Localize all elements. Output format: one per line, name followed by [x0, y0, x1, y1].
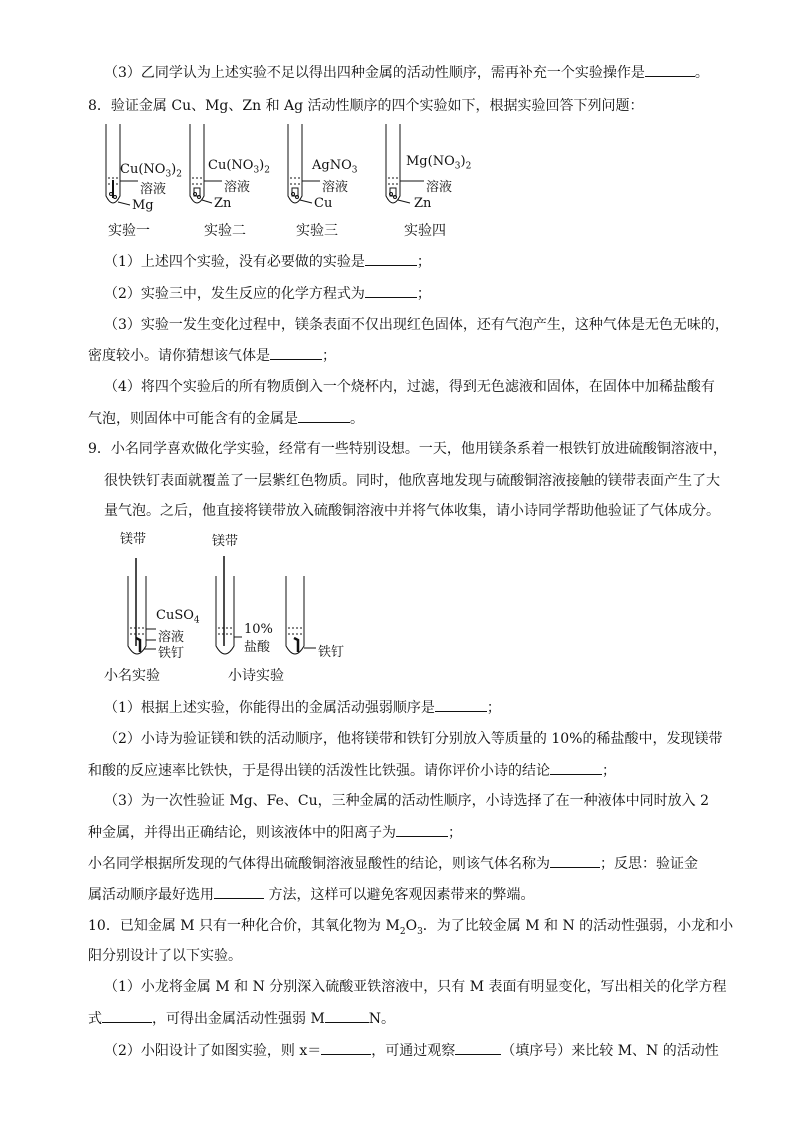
answer-blank[interactable]: [270, 345, 322, 360]
q8-4b: 气泡，则固体中可能含有的金属是 。: [88, 408, 364, 429]
answer-blank[interactable]: [396, 822, 448, 837]
hcl-label: 盐酸: [244, 640, 271, 655]
q9-reflect-2: 属活动顺序最好选用 方法，这样可以避免客观因素带来的弊端。: [88, 884, 534, 905]
answer-blank[interactable]: [455, 1040, 501, 1055]
tube-1-solution-word: 溶液: [140, 182, 167, 197]
q10-stem-2: 阳分别设计了以下实验。: [88, 948, 242, 964]
tube-4-caption: 实验四: [404, 223, 446, 239]
q9-stem-2: 很快铁钉表面就覆盖了一层紫红色物质。同时，他欣喜地发现与硫酸铜溶液接触的镁带表面产生了大: [104, 473, 720, 489]
tube-1-caption: 实验一: [108, 223, 150, 239]
tube-3-solution-word: 溶液: [322, 180, 349, 195]
cuso4-label: CuSO$_4$: [156, 608, 200, 626]
iron-nail-label-1: 铁钉: [158, 646, 185, 661]
q8-figure: [100, 120, 500, 245]
answer-blank[interactable]: [214, 884, 264, 899]
tube-4-solution-word: 溶液: [426, 180, 453, 195]
tube-2-solution-word: 溶液: [224, 180, 251, 195]
answer-blank[interactable]: [321, 1040, 371, 1055]
tube-2-solution-label: $Cu(NO_3)_2$: [208, 158, 270, 176]
xiaoshi-caption: 小诗实验: [228, 668, 284, 684]
tube-3-metal-label: Cu: [314, 196, 333, 211]
q10-stem-1: 10．已知金属 M 只有一种化合价，其氧化物为 $M_2O_3$．为了比较金属 M 和 N 的活动性强弱，小龙和小: [88, 918, 734, 937]
rongye-label: 溶液: [158, 630, 185, 645]
q10-2: （2）小阳设计了如图实验，则 x＝ ，可通过观察 （填序号）来比较 M、N 的活动性: [104, 1040, 719, 1061]
q8-3a: （3）实验一发生变化过程中，镁条表面不仅出现红色固体，还有气泡产生，这种气体是无色无味的，: [104, 317, 729, 333]
tube-2-caption: 实验二: [204, 223, 246, 239]
tube-2-metal-label: Zn: [214, 196, 232, 211]
q9-3a: （3）为一次性验证 Mg、Fe、Cu，三种金属的活动性顺序，小诗选择了在一种液体中同时放入 2: [104, 793, 709, 809]
q9-stem-3: 量气泡。之后，他直接将镁带放入硫酸铜溶液中并将气体收集，请小诗同学帮助他验证了气体成分。: [104, 503, 720, 519]
q8-3b: 密度较小。请你猜想该气体是 ；: [88, 345, 336, 366]
q9-3b: 种金属，并得出正确结论，则该液体中的阳离子为 ；: [88, 822, 462, 843]
q9-figure: [100, 528, 360, 688]
q9-2b: 和酸的反应速率比铁快，于是得出镁的活泼性比铁强。请你评价小诗的结论 ；: [88, 760, 616, 781]
answer-blank[interactable]: [365, 283, 417, 298]
tube-4-metal-label: Zn: [414, 196, 432, 211]
q9-reflect-1: 小名同学根据所发现的气体得出硫酸铜溶液显酸性的结论，则该气体名称为 ；反思：验证金: [88, 853, 698, 874]
q10-1b: 式 ，可得出金属活动性强弱 M N。: [88, 1008, 395, 1029]
xiaoshi-tube-1: [216, 556, 242, 654]
answer-blank[interactable]: [365, 251, 417, 266]
q9-1: （1）根据上述实验，你能得出的金属活动强弱顺序是 ；: [104, 697, 501, 718]
mg-experiment-diagram: [100, 528, 360, 688]
iron-nail-label-2: 铁钉: [318, 645, 345, 660]
xiaoming-tube: [128, 558, 156, 654]
tube-4-solution-label: $Mg(NO_3)_2$: [406, 154, 472, 172]
answer-blank[interactable]: [298, 408, 350, 423]
tube-3-solution-label: AgNO$_3$: [312, 158, 358, 176]
q9-stem-1: 9．小名同学喜欢做化学实验，经常有一些特别设想。一天，他用镁条系着一根铁钉放进硫酸铜溶液中，: [88, 441, 727, 457]
answer-blank[interactable]: [550, 760, 602, 775]
answer-blank[interactable]: [435, 697, 487, 712]
tube-3-caption: 实验三: [296, 223, 338, 239]
answer-blank[interactable]: [645, 62, 695, 77]
answer-blank[interactable]: [550, 853, 600, 868]
answer-blank[interactable]: [325, 1008, 369, 1023]
hcl-percent-label: 10%: [244, 622, 273, 637]
mg-label-1: 镁带: [120, 532, 147, 547]
q7-3-text: （3）乙同学认为上述实验不足以得出四种金属的活动性顺序，需再补充一个实验操作是 。: [104, 62, 709, 83]
q8-1: （1）上述四个实验，没有必要做的实验是 ；: [104, 251, 431, 272]
q8-4a: （4）将四个实验后的所有物质倒入一个烧杯内，过滤，得到无色滤液和固体，在固体中加稀盐酸有: [104, 379, 715, 395]
q8-2: （2）实验三中，发生反应的化学方程式为 ；: [104, 283, 431, 304]
answer-blank[interactable]: [102, 1008, 152, 1023]
tube-1-solution-label: $Cu(NO_3)_2$: [120, 162, 182, 180]
q8-stem: 8．验证金属 Cu、Mg、Zn 和 Ag 活动性顺序的四个实验如下，根据实验回答下列问题：: [88, 98, 644, 114]
tube-1-metal-label: Mg: [132, 198, 154, 213]
q10-1a: （1）小龙将金属 M 和 N 分别深入硫酸亚铁溶液中，只有 M 表面有明显变化，写出相关的化学方程: [104, 979, 727, 995]
q9-2a: （2）小诗为验证镁和铁的活动顺序，他将镁带和铁钉分别放入等质量的 10%的稀盐酸中，发现镁带: [104, 731, 723, 747]
mg-label-2: 镁带: [212, 534, 239, 549]
xiaoming-caption: 小名实验: [104, 668, 160, 684]
xiaoshi-tube-2: [286, 576, 316, 654]
